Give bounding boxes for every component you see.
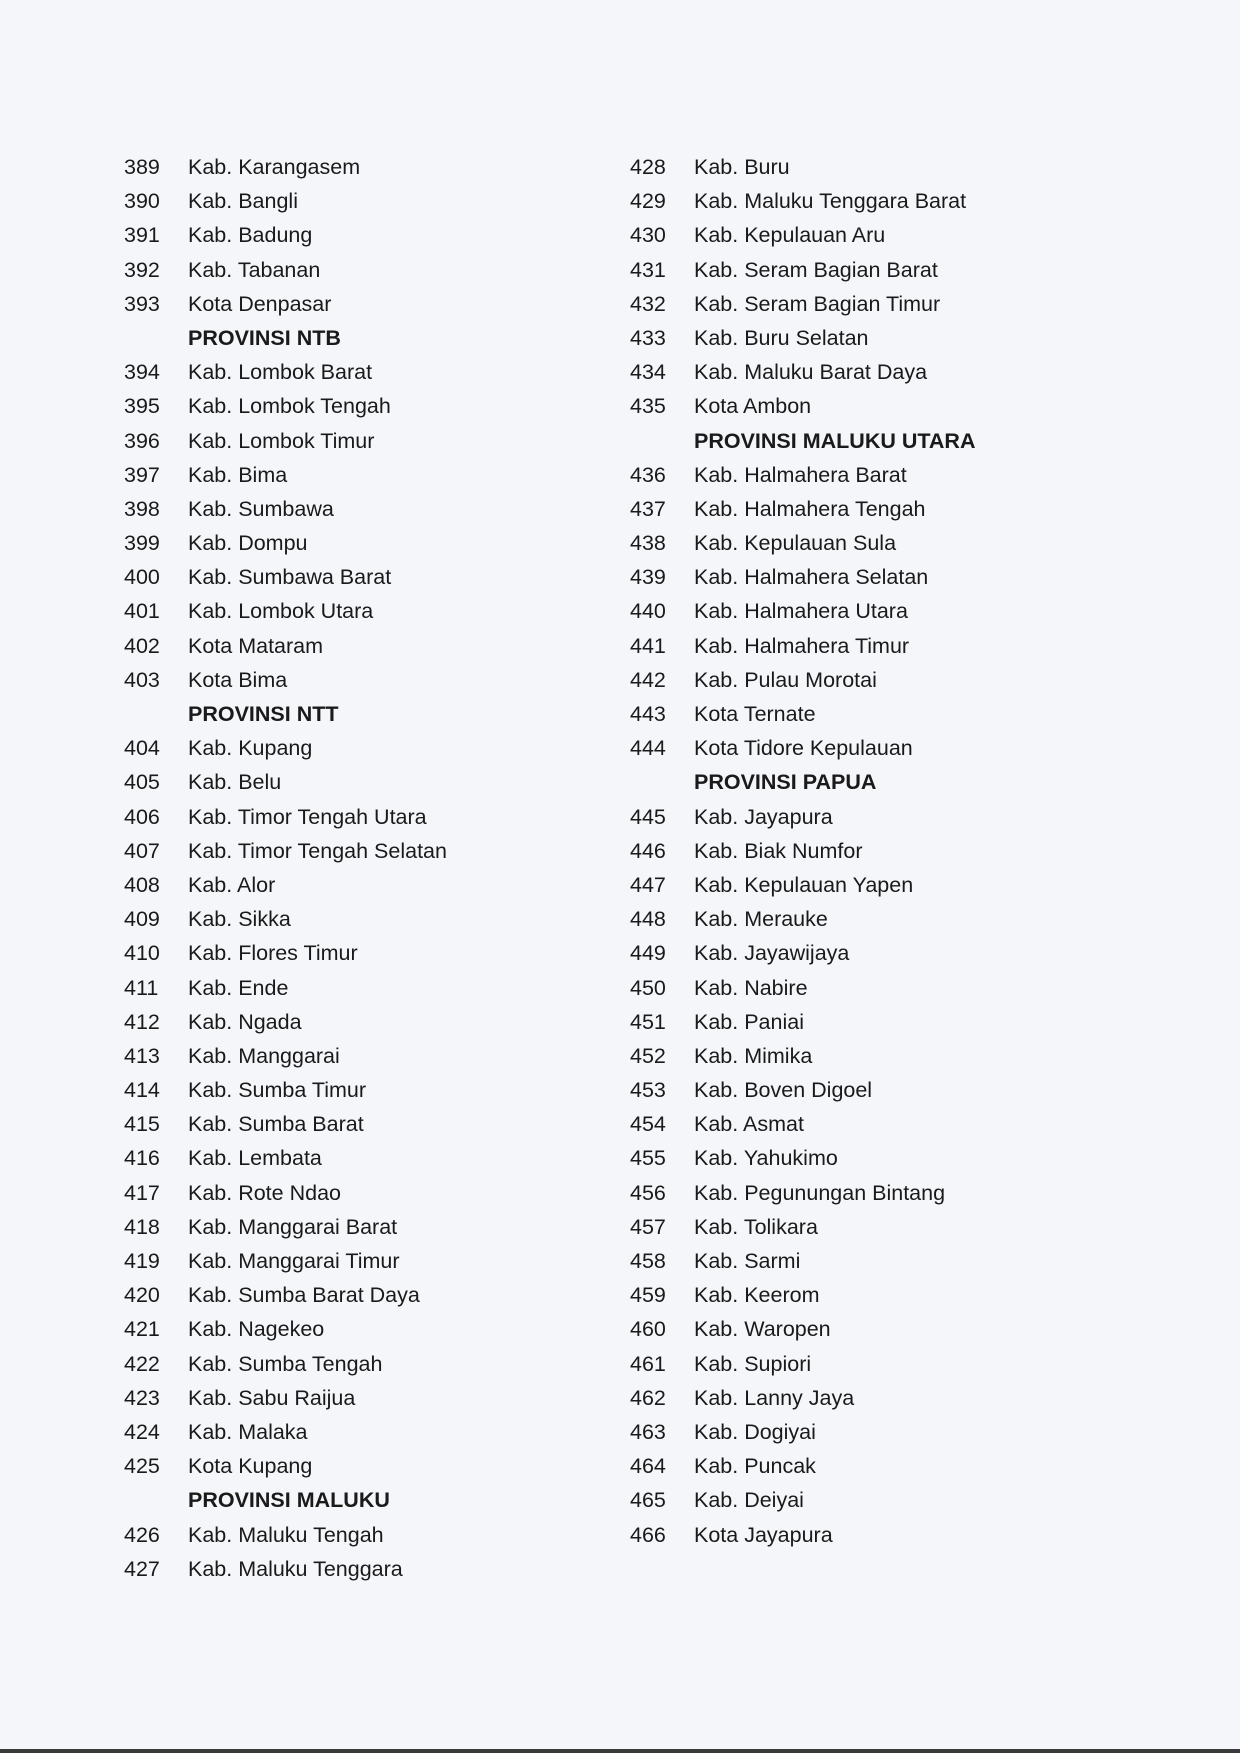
region-name: Kab. Ngada	[188, 1009, 302, 1034]
list-item	[124, 492, 604, 526]
list-item	[124, 800, 604, 834]
item-number: 408	[124, 872, 160, 897]
region-name: Kota Denpasar	[188, 291, 332, 316]
item-number: 416	[124, 1146, 160, 1171]
item-number: 450	[630, 975, 666, 1000]
list-item	[124, 218, 604, 252]
item-number: 420	[124, 1283, 160, 1308]
item-number: 404	[124, 736, 160, 761]
region-name: Kota Bima	[188, 667, 288, 692]
region-name: Kab. Halmahera Tengah	[694, 496, 926, 521]
province-heading	[630, 765, 1100, 799]
list-item	[630, 971, 1100, 1005]
list-item	[124, 1244, 604, 1278]
item-number: 440	[630, 599, 666, 624]
region-name: Kab. Mimika	[694, 1043, 813, 1068]
region-name: Kab. Maluku Tengah	[188, 1522, 384, 1547]
list-item	[630, 355, 1100, 389]
item-number: 400	[124, 565, 160, 590]
list-item	[630, 1141, 1100, 1175]
province-heading-label: PROVINSI NTT	[188, 702, 339, 726]
list-item	[630, 526, 1100, 560]
region-name: Kab. Maluku Tenggara	[188, 1556, 403, 1581]
list-item	[124, 1141, 604, 1175]
item-number: 409	[124, 907, 160, 932]
item-number: 422	[124, 1351, 160, 1376]
list-item	[124, 458, 604, 492]
list-item	[124, 150, 604, 184]
list-item	[630, 1107, 1100, 1141]
region-name: Kab. Alor	[188, 872, 276, 897]
region-name: Kab. Kepulauan Aru	[694, 223, 886, 248]
region-name: Kab. Lombok Barat	[188, 360, 373, 385]
region-name: Kab. Seram Bagian Timur	[694, 291, 941, 316]
list-item	[630, 458, 1100, 492]
item-number: 437	[630, 496, 666, 521]
item-number: 415	[124, 1112, 160, 1137]
province-heading-label: PROVINSI MALUKU UTARA	[694, 428, 976, 453]
item-number: 418	[124, 1214, 160, 1239]
item-number: 390	[124, 189, 160, 214]
region-name: Kab. Ende	[188, 975, 289, 1000]
region-name: Kab. Halmahera Timur	[694, 633, 910, 658]
item-number: 454	[630, 1112, 666, 1137]
region-name: Kota Jayapura	[694, 1522, 833, 1547]
region-name: Kab. Biak Numfor	[694, 838, 863, 863]
item-number: 411	[124, 975, 159, 1000]
item-number: 452	[630, 1043, 666, 1068]
region-name: Kab. Lombok Utara	[188, 599, 374, 624]
list-item	[630, 902, 1100, 936]
list-item	[630, 697, 1100, 731]
list-item	[630, 1449, 1100, 1483]
list-item	[124, 834, 604, 868]
list-item	[124, 253, 604, 287]
list-item	[124, 424, 604, 458]
region-name: Kab. Kepulauan Sula	[694, 531, 897, 556]
item-number: 392	[124, 257, 160, 282]
region-name: Kab. Sumbawa	[188, 496, 334, 521]
list-item	[124, 526, 604, 560]
item-number: 443	[630, 702, 666, 726]
list-item	[124, 1210, 604, 1244]
item-number: 456	[630, 1180, 666, 1205]
region-name: Kab. Dogiyai	[694, 1419, 816, 1444]
item-number: 401	[124, 599, 160, 624]
list-item	[124, 1278, 604, 1312]
list-item	[124, 1005, 604, 1039]
province-heading	[630, 424, 1100, 458]
item-number: 438	[630, 531, 666, 556]
province-heading	[124, 1483, 604, 1517]
region-name: Kab. Halmahera Selatan	[694, 565, 929, 590]
region-name: Kab. Supiori	[694, 1351, 812, 1376]
region-name: Kab. Paniai	[694, 1009, 804, 1034]
list-item	[124, 868, 604, 902]
list-item	[124, 389, 604, 423]
right-column	[630, 150, 1100, 1552]
region-name: Kab. Keerom	[694, 1283, 820, 1308]
list-item	[124, 731, 604, 765]
region-name: Kab. Sumbawa Barat	[188, 565, 392, 590]
list-item	[630, 492, 1100, 526]
list-item	[630, 1210, 1100, 1244]
region-name: Kab. Kupang	[188, 736, 313, 761]
region-name: Kab. Halmahera Utara	[694, 599, 908, 624]
item-number: 391	[124, 223, 160, 248]
item-number: 435	[630, 394, 666, 419]
list-item	[630, 868, 1100, 902]
item-number: 389	[124, 155, 160, 179]
item-number: 466	[630, 1522, 666, 1547]
item-number: 460	[630, 1317, 666, 1342]
item-number: 442	[630, 667, 666, 692]
item-number: 465	[630, 1488, 666, 1513]
item-number: 419	[124, 1249, 160, 1273]
item-number: 414	[124, 1078, 160, 1103]
item-number: 451	[630, 1009, 666, 1034]
list-item	[630, 1278, 1100, 1312]
item-number: 447	[630, 872, 666, 897]
list-item	[630, 1518, 1100, 1552]
item-number: 427	[124, 1556, 160, 1581]
list-item	[124, 1518, 604, 1552]
item-number: 423	[124, 1385, 160, 1410]
region-name: Kab. Yahukimo	[694, 1146, 838, 1171]
region-name: Kab. Sumba Tengah	[188, 1351, 383, 1376]
region-name: Kab. Lombok Tengah	[188, 394, 391, 419]
item-number: 417	[124, 1180, 160, 1205]
item-number: 394	[124, 360, 160, 385]
item-number: 426	[124, 1522, 160, 1547]
item-number: 457	[630, 1214, 666, 1239]
list-item	[630, 1176, 1100, 1210]
item-number: 430	[630, 223, 666, 248]
list-item	[124, 1552, 604, 1586]
page-bottom-edge	[0, 1749, 1240, 1753]
list-item	[630, 253, 1100, 287]
item-number: 396	[124, 428, 160, 453]
region-name: Kota Ambon	[694, 394, 812, 419]
list-item	[124, 1176, 604, 1210]
list-item	[630, 1381, 1100, 1415]
item-number: 434	[630, 360, 666, 385]
region-name: Kab. Pulau Morotai	[694, 667, 877, 692]
region-name: Kab. Seram Bagian Barat	[694, 257, 938, 282]
list-item	[630, 663, 1100, 697]
region-name: Kab. Buru Selatan	[694, 325, 869, 350]
list-item	[124, 594, 604, 628]
region-name: Kab. Asmat	[694, 1112, 804, 1137]
list-item	[124, 287, 604, 321]
item-number: 445	[630, 804, 666, 829]
region-name: Kab. Lembata	[188, 1146, 322, 1171]
item-number: 403	[124, 667, 160, 692]
item-number: 399	[124, 531, 160, 556]
item-number: 395	[124, 394, 160, 419]
region-name: Kab. Karangasem	[188, 155, 361, 179]
region-name: Kab. Flores Timur	[188, 941, 358, 966]
item-number: 461	[630, 1351, 666, 1376]
list-item	[630, 1483, 1100, 1517]
region-name: Kab. Nabire	[694, 975, 808, 1000]
item-number: 413	[124, 1043, 160, 1068]
region-name: Kab. Badung	[188, 223, 313, 248]
item-number: 425	[124, 1454, 160, 1479]
list-item	[124, 1415, 604, 1449]
item-number: 428	[630, 155, 666, 179]
left-column	[124, 150, 604, 1586]
item-number: 402	[124, 633, 160, 658]
list-item	[124, 1381, 604, 1415]
list-item	[124, 1039, 604, 1073]
region-name: Kab. Lombok Timur	[188, 428, 375, 453]
item-number: 407	[124, 838, 160, 863]
item-number: 406	[124, 804, 160, 829]
region-name: Kab. Puncak	[694, 1454, 816, 1479]
region-name: Kab. Sumba Timur	[188, 1078, 367, 1103]
item-number: 436	[630, 462, 666, 487]
region-name: Kab. Kepulauan Yapen	[694, 872, 914, 897]
item-number: 433	[630, 325, 666, 350]
list-item	[630, 389, 1100, 423]
list-item	[630, 1347, 1100, 1381]
region-name: Kab. Boven Digoel	[694, 1078, 873, 1103]
item-number: 449	[630, 941, 666, 966]
item-number: 464	[630, 1454, 666, 1479]
region-name: Kab. Timor Tengah Selatan	[188, 838, 447, 863]
region-name: Kab. Manggarai	[188, 1043, 340, 1068]
list-item	[630, 1244, 1100, 1278]
region-name: Kab. Pegunungan Bintang	[694, 1180, 946, 1205]
region-name: Kab. Nagekeo	[188, 1317, 325, 1342]
list-item	[630, 936, 1100, 970]
list-item	[630, 1073, 1100, 1107]
item-number: 439	[630, 565, 666, 590]
region-name: Kota Kupang	[188, 1454, 313, 1479]
item-number: 431	[630, 257, 666, 282]
item-number: 444	[630, 736, 666, 761]
region-name: Kab. Manggarai Timur	[188, 1249, 400, 1273]
item-number: 397	[124, 462, 160, 487]
list-item	[124, 663, 604, 697]
region-name: Kab. Bangli	[188, 189, 298, 214]
item-number: 448	[630, 907, 666, 932]
list-item	[630, 1415, 1100, 1449]
item-number: 421	[124, 1317, 160, 1342]
list-item	[630, 1039, 1100, 1073]
region-name: Kab. Bima	[188, 462, 288, 487]
item-number: 398	[124, 496, 160, 521]
item-number: 462	[630, 1385, 666, 1410]
list-item	[124, 1107, 604, 1141]
region-name: Kab. Rote Ndao	[188, 1180, 341, 1205]
item-number: 453	[630, 1078, 666, 1103]
item-number: 455	[630, 1146, 666, 1171]
list-item	[630, 184, 1100, 218]
region-name: Kab. Deiyai	[694, 1488, 804, 1513]
item-number: 393	[124, 291, 160, 316]
region-name: Kab. Jayawijaya	[694, 941, 850, 966]
region-name: Kab. Lanny Jaya	[694, 1385, 855, 1410]
region-name: Kab. Dompu	[188, 531, 308, 556]
list-item	[630, 560, 1100, 594]
province-heading-label: PROVINSI PAPUA	[694, 770, 877, 795]
province-heading	[124, 321, 604, 355]
item-number: 412	[124, 1009, 160, 1034]
list-item	[124, 1347, 604, 1381]
region-name: Kab. Buru	[694, 155, 790, 179]
item-number: 459	[630, 1283, 666, 1308]
list-item	[124, 936, 604, 970]
region-name: Kab. Belu	[188, 770, 282, 795]
list-item	[630, 834, 1100, 868]
list-item	[630, 594, 1100, 628]
item-number: 405	[124, 770, 160, 795]
region-name: Kab. Halmahera Barat	[694, 462, 907, 487]
region-name: Kab. Sarmi	[694, 1249, 801, 1273]
list-item	[630, 1312, 1100, 1346]
list-item	[630, 218, 1100, 252]
region-name: Kota Tidore Kepulauan	[694, 736, 913, 761]
list-item	[630, 321, 1100, 355]
region-name: Kab. Sikka	[188, 907, 291, 932]
region-name: Kab. Tolikara	[694, 1214, 818, 1239]
list-item	[630, 800, 1100, 834]
item-number: 441	[630, 633, 666, 658]
item-number: 446	[630, 838, 666, 863]
list-item	[124, 629, 604, 663]
list-item	[630, 629, 1100, 663]
item-number: 458	[630, 1249, 666, 1273]
list-item	[630, 287, 1100, 321]
province-heading-label: PROVINSI MALUKU	[188, 1488, 390, 1513]
region-name: Kota Ternate	[694, 702, 816, 726]
region-name: Kab. Sumba Barat Daya	[188, 1283, 420, 1308]
list-item	[124, 184, 604, 218]
list-item	[630, 150, 1100, 184]
list-item	[124, 1073, 604, 1107]
region-name: Kab. Waropen	[694, 1317, 831, 1342]
list-item	[124, 355, 604, 389]
item-number: 429	[630, 189, 666, 214]
list-item	[630, 731, 1100, 765]
province-heading	[124, 697, 604, 731]
item-number: 424	[124, 1419, 160, 1444]
region-name: Kab. Manggarai Barat	[188, 1214, 398, 1239]
province-heading-label: PROVINSI NTB	[188, 325, 341, 350]
list-item	[124, 765, 604, 799]
item-number: 432	[630, 291, 666, 316]
list-item	[124, 1449, 604, 1483]
list-item	[630, 1005, 1100, 1039]
region-name: Kab. Sabu Raijua	[188, 1385, 356, 1410]
region-name: Kab. Tabanan	[188, 257, 321, 282]
region-name: Kota Mataram	[188, 633, 324, 658]
region-name: Kab. Jayapura	[694, 804, 833, 829]
list-item	[124, 971, 604, 1005]
list-item	[124, 902, 604, 936]
region-name: Kab. Merauke	[694, 907, 828, 932]
region-name: Kab. Maluku Tenggara Barat	[694, 189, 967, 214]
item-number: 410	[124, 941, 160, 966]
region-name: Kab. Malaka	[188, 1419, 308, 1444]
region-name: Kab. Maluku Barat Daya	[694, 360, 928, 385]
item-number: 463	[630, 1419, 666, 1444]
region-name: Kab. Sumba Barat	[188, 1112, 364, 1137]
region-name: Kab. Timor Tengah Utara	[188, 804, 427, 829]
list-item	[124, 560, 604, 594]
list-item	[124, 1312, 604, 1346]
